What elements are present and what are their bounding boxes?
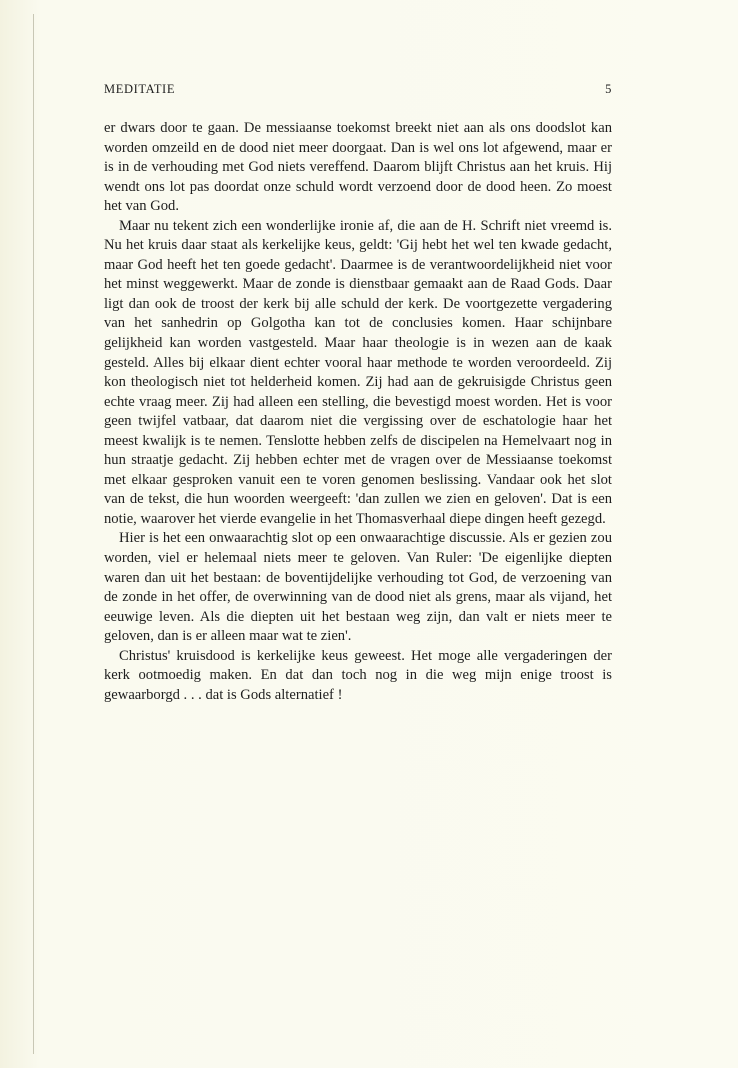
paragraph-2: Maar nu tekent zich een wonderlijke ironie af, die aan de H. Schrift niet vreemd is. Nu het kruis daar staat als kerkelijke keus, geldt: 'Gij hebt het wel ten kwade gedacht, maar God heeft het ten goede gedacht'. Daarmee is de verantwoordelijkheid niet voor het minst weggewerkt. Maar de zonde is dienstbaar gemaakt aan de Raad Gods. Daar ligt dan ook de troost der kerk bij alle schuld der kerk. De voortgezette vergadering van het sanhedrin op Golgotha kan tot de conclusies komen. Haar schijnbare gelijkheid kan worden vastgesteld. Maar haar theologie is in wezen aan de kaak gesteld. Alles bij elkaar dient echter vooral haar methode te worden veroordeeld. Zij kon theologisch niet tot helderheid komen. Zij had aan de gekruisigde Christus geen echte vraag meer. Zij had alleen een stelling, die bevestigd moest worden. Het is voor geen twijfel vatbaar, dat daarom niet die vergissing over de eschatologie haar het meest kwalijk is te nemen. Tenslotte hebben zelfs de discipelen na Hemelvaart nog in hun straatje gedacht. Zij hebben echter met de vragen over de Messiaanse toekomst met elkaar gesproken vanuit een te voren genomen beslissing. Vandaar ook het slot van de tekst, die hun woorden weergeeft: 'dan zullen we zien en geloven'. Dat is een notie, waarover het vierde evangelie in het Thomasverhaal diepe dingen heeft gezegd. [104, 217, 612, 527]
paragraph-1: er dwars door te gaan. De messiaanse toekomst breekt niet aan als ons doodslot kan worden omzeild en de dood niet meer doorgaat. Dan is wel ons lot afgewend, maar er is in de verhouding met God niets vereffend. Daarom blijft Christus aan het kruis. Hij wendt ons lot pas doordat onze schuld wordt verzoend door de dood heen. Zo moest het van God. [104, 120, 612, 215]
body-text [104, 119, 612, 705]
page-edge [33, 14, 34, 1054]
paragraph-3: Hier is het een onwaarachtig slot op een onwaarachtige discussie. Als er gezien zou worden, viel er helemaal niets meer te geloven. Van Ruler: 'De eigenlijke diepten waren dan uit het bestaan: de boventijdelijke verhouding tot God, de verzoening van de zonde in het offer, de overwinning van de dood niet als grens, maar als vijand, het eeuwige leven. Als die diepten uit het bestaan weg zijn, dan valt er niets meer te geloven, dan is er alleen maar wat te zien'. [104, 530, 612, 645]
paragraph-4: Christus' kruisdood is kerkelijke keus geweest. Het moge alle vergaderingen der kerk ootmoedig maken. En dat dan toch nog in die weg mijn enige troost is gewaarborgd . . . dat is Gods alternatief ! [104, 647, 612, 703]
header-title: MEDITATIE [104, 82, 176, 96]
page-number: 5 [605, 82, 612, 96]
running-header [104, 82, 612, 100]
